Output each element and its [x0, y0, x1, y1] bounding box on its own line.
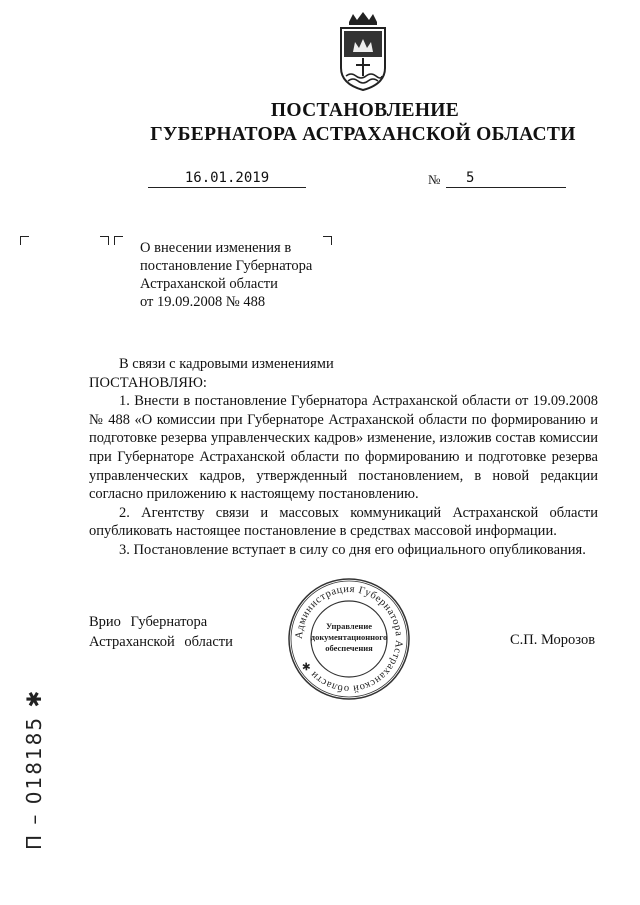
- signer-position: [89, 612, 233, 652]
- body-item: 2. Агентству связи и массовых коммуникаций Астраханской области опубликовать настоящее постановление в средствах массовой информации.: [89, 504, 598, 540]
- serial-text: П – 018185 ✱: [22, 688, 46, 850]
- corner-mark-mid-right: [100, 236, 109, 245]
- svg-text:обеспечения: обеспечения: [325, 643, 373, 653]
- form-serial-number: [2, 688, 46, 850]
- svg-text:Управление: Управление: [325, 621, 373, 631]
- subject-line: постановление Губернатора: [140, 258, 313, 274]
- issuing-authority-title: ГУБЕРНАТОРА АСТРАХАНСКОЙ ОБЛАСТИ: [150, 124, 576, 145]
- official-stamp: [287, 577, 411, 701]
- svg-text:документационного: документационного: [310, 632, 388, 642]
- coat-of-arms-emblem: [335, 12, 391, 92]
- preamble: В связи с кадровыми изменениями: [119, 356, 334, 372]
- corner-mark-left: [20, 236, 29, 245]
- registration-number: 5: [446, 170, 566, 188]
- signer-position-line: Астраханской области: [89, 634, 233, 650]
- body-item: 3. Постановление вступает в силу со дня его официального опубликования.: [119, 541, 586, 558]
- signer-position-line: Врио Губернатора: [89, 614, 208, 630]
- document-body: [89, 355, 598, 560]
- registration-date: 16.01.2019: [148, 170, 306, 188]
- corner-mark-mid-left: [114, 236, 123, 245]
- number-label: №: [428, 172, 441, 187]
- body-item: 1. Внести в постановление Губернатора Астраханской области от 19.09.2008 № 488 «О комиссии при Губернаторе Астраханской области по формированию и подготовке резерва управленческих кадров» изменение, изложив состав комиссии при Губернаторе Астраханской области по формированию и подготовке резерва управленческих кадров, утвержденный постановлением, в новой редакции согласно приложению к настоящему постановлению.: [89, 393, 598, 503]
- document-type-title: ПОСТАНОВЛЕНИЕ: [270, 100, 460, 121]
- subject-line: от 19.09.2008 № 488: [140, 294, 266, 310]
- subject-line: О внесении изменения в: [140, 240, 292, 256]
- document-subject: [140, 239, 360, 311]
- decree-word: ПОСТАНОВЛЯЮ:: [89, 374, 207, 391]
- signer-name: С.П. Морозов: [510, 632, 596, 648]
- subject-line: Астраханской области: [140, 276, 278, 292]
- svg-text:Администрация Губернатора Астр: Администрация Губернатора Астраханской области ✱: [293, 583, 405, 695]
